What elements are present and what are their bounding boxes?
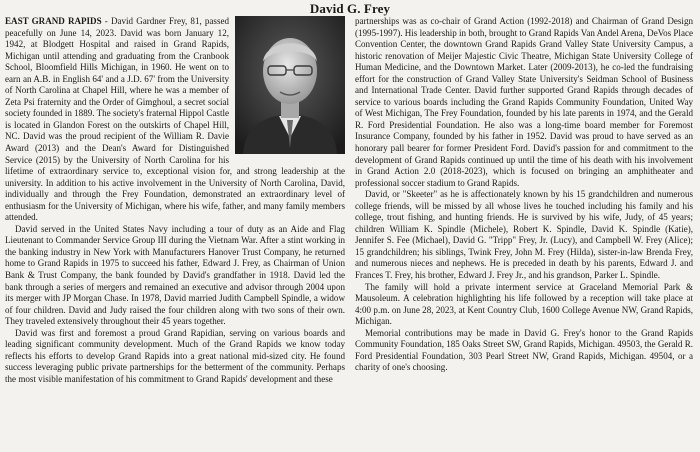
paragraph: The family will hold a private interment service at Graceland Memorial Park & Mausoleum. A celebration highlighting his life followed by a reception will take place at 4:00 p.m. on June 28, 2023, at Kent Country Club, 1600 College Avenue NW, Grand Rapids, Michigan. xyxy=(355,281,693,327)
portrait-photo xyxy=(235,16,345,154)
paragraph: David was first and foremost a proud Grand Rapidian, serving on various boards and leading significant community development. Much of the Grand Rapids we know today reflects his efforts to develop Grand Rapids into a great national mid-sized city. He found success leveraging public private partnerships for the betterment of the community. Perhaps the most visible manifestation of his commitment to Grand Rapids' development and these xyxy=(5,327,345,384)
paragraph: partnerships was as co-chair of Grand Action (1992-2018) and Chairman of Grand Design (1995-1997). His leadership in both, brought to Grand Rapids Van Andel Arena, DeVos Place Convention Center, the downtown Grand Rapids Grand Valley State University Campus, a historic renovation of Meijer Majestic Civic Theatre, Michigan State University College of Human Medicine, and the Downtown Market. Later (2009-2013), he co-led the fundraising effort for the construction of Grand Valley State University's Seidman School of Business and International Trade Center. David further supported Grand Rapids through decades of service to various boards including the Grand Rapids Community Foundation, United Way of West Michigan, The Frey Foundation, founded by his late parents in 1974, and the Gerald R. Ford Presidential Foundation. He also was a long-time board member for Foremost Insurance Company, founded by his father in 1952. David was proud to have served as an honorary pall bearer for former President Ford. David's passion for and commitment to the development of Grand Rapids continued up until the time of his death with his involvement in Grand Action 2.0 (2018-2023), which is focused on bringing an amphitheater and professional soccer stadium to Grand Rapids. xyxy=(355,16,693,188)
paragraph: David served in the United States Navy including a tour of duty as an Aide and Flag Lieutenant to Commander Service Group III during the Vietnam War. After a stint working in the banking industry in New York with Manufacturers Hanover Trust Company, he returned home to Grand Rapids in 1975 to succeed his father, Edward J. Frey, as Chairman of Union Bank & Trust Company, the bank founded by David's grandfather in 1918. David led the bank through a series of mergers and remained an executive and advisor through 2004 upon its merger with JP Morgan Chase. In 1978, David married Judith Campbell Spindle, a widow of four children. David and Judy raised the four children along with two sons of their own. They traveled extensively throughout their 45 years together. xyxy=(5,223,345,327)
paragraph: David, or "Skeeter" as he is affectionately known by his 15 grandchildren and numerous college friends, will be missed by all whose lives he touched including his family and his college, trout fishing, and hunting friends. He is survived by his wife, Judy, of 45 years; children William K. Spindle (Michele), Robert K. Spindle, David K. Spindle (Katie), Jennifer S. Fee (Michael), David G. "Tripp" Frey, Jr. (Lucy), and Campbell W. Frey (Alice); 15 grandchildren; his siblings, Twink Frey, John M. Frey (Hilda), sister-in-law Brenda Frey, and numerous nieces and nephews. He is preceded in death by his parents, Edward J. and Frances T. Frey, his brother, Edward J. Frey Jr., and his grandson, Parker L. Spindle. xyxy=(355,189,693,281)
paragraph: Memorial contributions may be made in David G. Frey's honor to the Grand Rapids Community Foundation, 185 Oaks Street SW, Grand Rapids, Michigan. 49503, the Gerald R. Ford Presidential Foundation, 303 Pearl Street NW, Grand Rapids, Michigan. 49504, or a charity of one's choosing. xyxy=(355,327,693,373)
obituary-title: David G. Frey xyxy=(309,1,391,16)
left-column xyxy=(5,16,345,386)
right-column xyxy=(355,16,693,374)
dateline: EAST GRAND RAPIDS xyxy=(5,16,102,26)
paragraph: EAST GRAND RAPIDS - David Gardner Frey, 81, passed peacefully on June 14, 2023. David was born January 12, 1942, at Blodgett Hospital and raised in Grand Rapids, Michigan until attending and graduating from the Cranbook School, Bloomfield Hills Michigan, in 1960. He went on to earn an A.B. in English 64' and a J.D. 67' from the University of North Carolina at Chapel Hill, where he was a member of Zeta Psi fraternity and the Order of Gimghoul, a secret social society founded in 1889. The society's fraternal Hippol Castle is located in Glandon Forest on the outskirts of Chapel Hill, NC. David was the proud recipient of the William R. Davie Award (2013) and the Dean's Award for Distinguished Service (2015) by the University of North Carolina for his lifetime of extraordinary service to, exceptional vision for, and strong leadership at the university. In addition to his active involvement in the University of North Carolina, David, individually and through the Frey Foundation, demonstrated an extraordinary level of enthusiasm for the University of Michigan, where his wife, father, and many family members attended. xyxy=(5,16,345,223)
